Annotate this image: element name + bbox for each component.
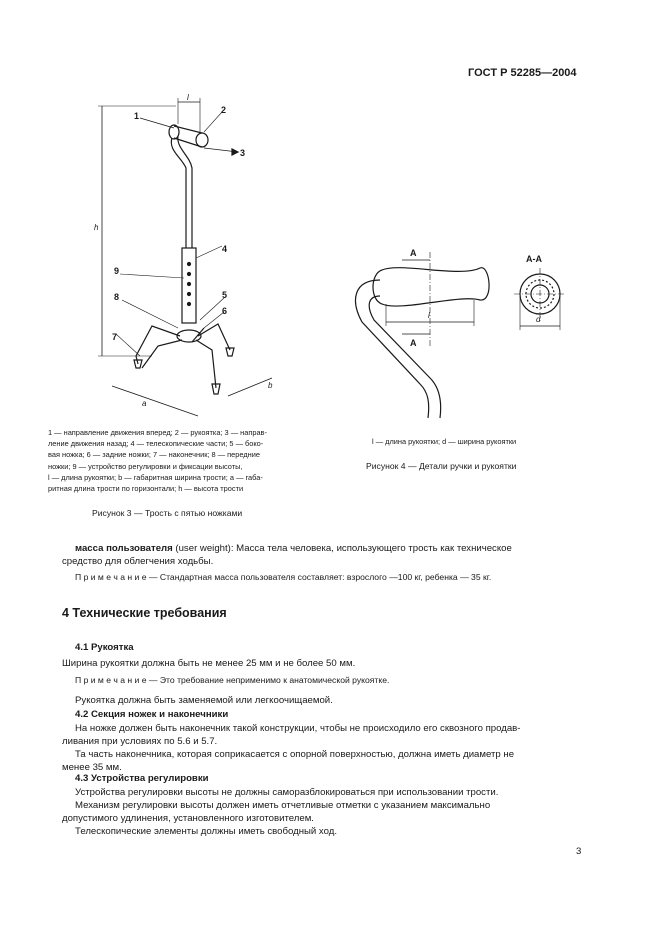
fig3-label-7: 7 (112, 332, 118, 342)
fig3-label-b: b (268, 381, 273, 390)
fig3-label-3: 3 (240, 148, 246, 158)
fig3-label-2: 2 (221, 105, 227, 115)
standard-number: ГОСТ Р 52285—2004 (468, 67, 577, 79)
legend-line: ножки; 9 — устройство регулировки и фиксации высоты, (48, 461, 243, 471)
note-text: — Это требование неприменимо к анатомической рукоятке. (146, 675, 390, 685)
figure-4-handle-drawing (340, 238, 580, 428)
fig4-label-a-bottom: A (410, 338, 417, 348)
legend-line: ритная длина трости по горизонтали; h — высота трости (48, 484, 244, 494)
section-4-2-p2-line1: Та часть наконечника, которая соприкасается с опорной поверхностью, должна иметь диаметр не (75, 749, 515, 760)
note-text: — Стандартная масса пользователя составляет: взрослого —100 кг, ребенка — 35 кг. (146, 572, 492, 582)
section-4-3-p2-line1: Механизм регулировки высоты должен иметь отчетливые отметки с указанием максимально (75, 800, 491, 811)
fig4-label-section: A-A (526, 254, 542, 264)
fig4-label-d: d (536, 315, 541, 324)
definition-note (75, 572, 585, 582)
figure-3-cane-drawing (92, 88, 282, 418)
fig3-label-1: 1 (134, 111, 140, 121)
note-label: П р и м е ч а н и е (75, 572, 147, 582)
section-4-1-note (75, 675, 389, 685)
page-number: 3 (576, 846, 582, 857)
section-4-2-p1-line1: На ножке должен быть наконечник такой конструкции, чтобы не происходило его сквозного продав- (75, 723, 521, 734)
figure-4-legend: l — длина рукоятки; d — ширина рукоятки (372, 437, 517, 446)
figure-3-legend (48, 427, 310, 494)
fig3-label-h: h (94, 223, 99, 232)
fig3-label-a: a (142, 399, 147, 408)
note-label: П р и м е ч а н и е (75, 675, 147, 685)
definition-term-en: (user weight): (172, 543, 234, 554)
section-4-1-p1: Ширина рукоятки должна быть не менее 25 мм и не более 50 мм. (62, 658, 356, 669)
section-4-2-heading: 4.2 Секция ножек и наконечники (75, 709, 229, 720)
section-4-3-p2-line2: допустимого удлинения, установленного изготовителем. (62, 813, 314, 824)
fig3-label-4: 4 (222, 244, 228, 254)
definition-term: масса пользователя (75, 543, 173, 554)
fig4-label-a-top: A (410, 248, 417, 258)
definition-line-1 (75, 542, 585, 555)
figure-3-caption: Рисунок 3 — Трость с пятью ножками (92, 508, 243, 518)
fig3-label-9: 9 (114, 266, 120, 276)
fig3-label-l: l (187, 93, 189, 102)
fig3-label-6: 6 (222, 306, 228, 316)
section-4-1-p2: Рукоятка должна быть заменяемой или легкоочищаемой. (75, 695, 333, 706)
section-4-2-p2-line2: менее 35 мм. (62, 762, 122, 773)
legend-line: l — длина рукоятки; b — габаритная ширина трости; a — габа- (48, 472, 263, 482)
section-4-1-heading: 4.1 Рукоятка (75, 642, 134, 653)
section-4-heading: 4 Технические требования (62, 606, 227, 620)
definition-text: Масса тела человека, использующего трость как техническое (233, 543, 512, 554)
section-4-3-heading: 4.3 Устройства регулировки (75, 773, 209, 784)
fig3-label-8: 8 (114, 292, 120, 302)
figure-4-caption: Рисунок 4 — Детали ручки и рукоятки (366, 461, 517, 471)
definition-line-2: средство для облегчения ходьбы. (62, 556, 214, 567)
legend-line: вая ножка; 6 — задние ножки; 7 — наконечник; 8 — передние (48, 450, 260, 460)
legend-line: 1 — направление движения вперед; 2 — рукоятка; 3 — направ- (48, 428, 267, 437)
fig3-label-5: 5 (222, 290, 228, 300)
legend-line: ление движения назад; 4 — телескопические части; 5 — боко- (48, 439, 264, 449)
section-4-3-p1: Устройства регулировки высоты не должны саморазблокироваться при использовании трости. (75, 787, 499, 798)
fig4-label-l: l (428, 311, 430, 320)
section-4-2-p1-line2: ливания при условиях по 5.6 и 5.7. (62, 736, 218, 747)
section-4-3-p3: Телескопические элементы должны иметь свободный ход. (75, 826, 338, 837)
